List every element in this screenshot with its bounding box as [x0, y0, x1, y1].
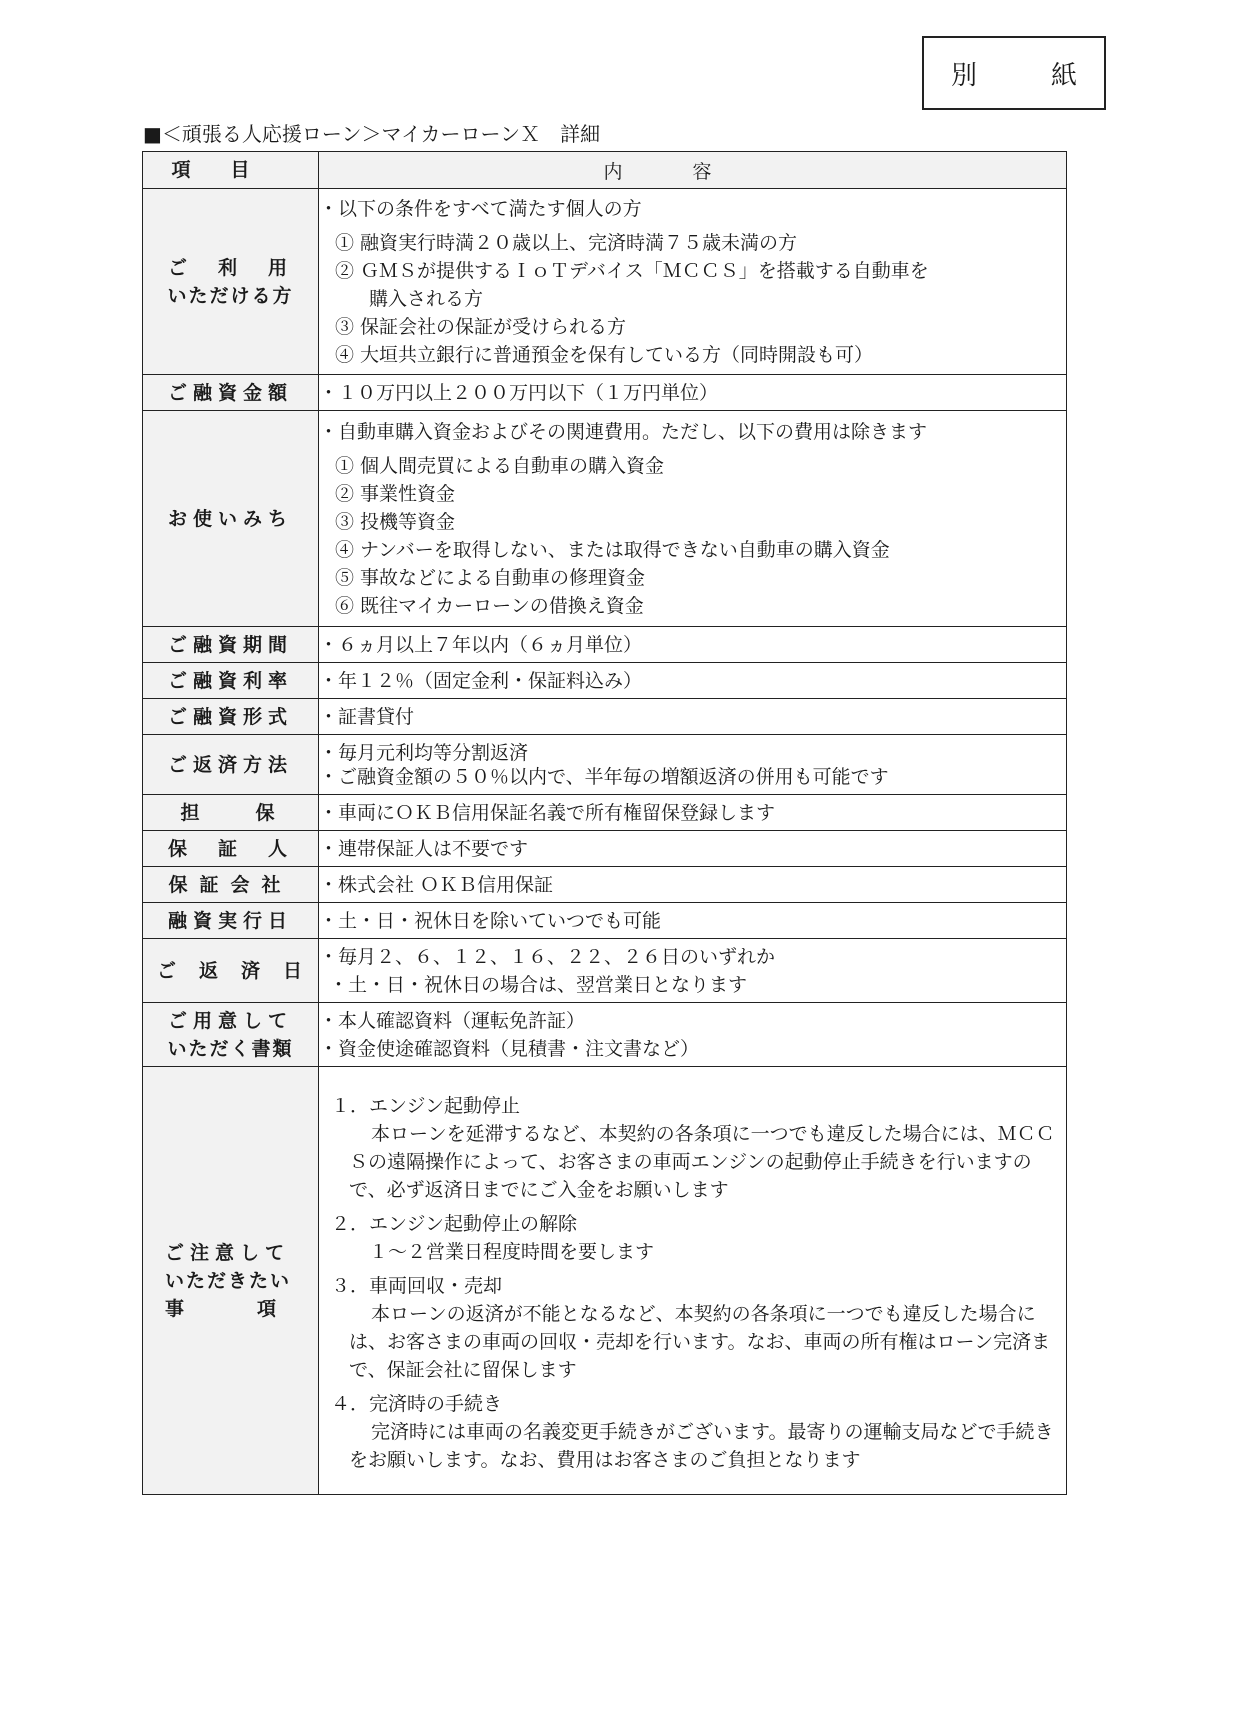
- label-execution-day: 融資実行日: [143, 903, 319, 939]
- content-period: ・６ヵ月以上７年以内（６ヵ月単位）: [319, 627, 1067, 663]
- content-form: ・証書貸付: [319, 699, 1067, 735]
- label-usage: お使いみち: [143, 411, 319, 627]
- row-notes: [143, 1067, 1067, 1495]
- row-form: [143, 699, 1067, 735]
- row-eligibility: [143, 189, 1067, 375]
- content-rate: ・年１２％（固定金利・保証料込み）: [319, 663, 1067, 699]
- label-period: ご融資期間: [143, 627, 319, 663]
- header-item: 項目: [143, 152, 319, 189]
- row-repay-method: [143, 735, 1067, 795]
- label-form: ご融資形式: [143, 699, 319, 735]
- row-execution-day: [143, 903, 1067, 939]
- content-eligibility: ・以下の条件をすべて満たす個人の方 ① 融資実行時満２０歳以上、完済時満７５歳未満の方 ② ＧＭＳが提供するＩｏＴデバイス「ＭＣＣＳ」を搭載する自動車を 購入される方 ③ 保証会社の保証が受けられる方 ④ 大垣共立銀行に普通預金を保有している方（同時開設も可）: [319, 189, 1067, 375]
- content-amount: ・１０万円以上２００万円以下（１万円単位）: [319, 375, 1067, 411]
- page-title: ■＜頑張る人応援ローン＞マイカーローンＸ 詳細: [143, 122, 601, 146]
- label-amount: ご融資金額: [143, 375, 319, 411]
- label-rate: ご融資利率: [143, 663, 319, 699]
- label-guarantee-company: 保証会社: [143, 867, 319, 903]
- label-guarantor: 保 証 人: [143, 831, 319, 867]
- row-rate: [143, 663, 1067, 699]
- label-collateral: 担 保: [143, 795, 319, 831]
- row-documents: [143, 1003, 1067, 1067]
- content-guarantee-company: ・株式会社 ＯＫＢ信用保証: [319, 867, 1067, 903]
- row-usage: [143, 411, 1067, 627]
- label-repay-day: ご 返 済 日: [143, 939, 319, 1003]
- label-repay-method: ご返済方法: [143, 735, 319, 795]
- row-guarantor: [143, 831, 1067, 867]
- row-guarantee-company: [143, 867, 1067, 903]
- label-notes: ご注意して いただきたい 事 項: [143, 1067, 319, 1495]
- attachment-tag: 別 紙: [922, 36, 1106, 110]
- content-repay-day: ・毎月２、６、１２、１６、２２、２６日のいずれか ・土・日・祝休日の場合は、翌営業日となります: [319, 939, 1067, 1003]
- content-repay-method: ・毎月元利均等分割返済 ・ご融資金額の５０％以内で、半年毎の増額返済の併用も可能です: [319, 735, 1067, 795]
- loan-detail-table: [142, 151, 1067, 1495]
- content-notes: １．エンジン起動停止 本ローンを延滞するなど、本契約の各条項に一つでも違反した場合には、ＭＣＣＳの遠隔操作によって、お客さまの車両エンジンの起動停止手続きを行いますので、必ず返済日までにご入金をお願いします ２．エンジン起動停止の解除 １～２営業日程度時間を要します ３．車両回収・売却 本ローンの返済が不能となるなど、本契約の各条項に一つでも違反した場合には、お客さまの車両の回収・売却を行います。なお、車両の所有権はローン完済まで、保証会社に留保します ４．完済時の手続き 完済時には車両の名義変更手続きがございます。最寄りの運輸支局などで手続きをお願いします。なお、費用はお客さまのご負担となります: [319, 1067, 1067, 1495]
- label-eligibility: ご 利 用 いただける方: [143, 189, 319, 375]
- row-repay-day: [143, 939, 1067, 1003]
- row-collateral: [143, 795, 1067, 831]
- content-execution-day: ・土・日・祝休日を除いていつでも可能: [319, 903, 1067, 939]
- content-collateral: ・車両にＯＫＢ信用保証名義で所有権留保登録します: [319, 795, 1067, 831]
- content-documents: ・本人確認資料（運転免許証） ・資金使途確認資料（見積書・注文書など）: [319, 1003, 1067, 1067]
- table-header-row: [143, 152, 1067, 189]
- content-usage: ・自動車購入資金およびその関連費用。ただし、以下の費用は除きます ① 個人間売買による自動車の購入資金 ② 事業性資金 ③ 投機等資金 ④ ナンバーを取得しない、または取得できない自動車の購入資金 ⑤ 事故などによる自動車の修理資金 ⑥ 既往マイカーローンの借換え資金: [319, 411, 1067, 627]
- header-content: 内容: [319, 152, 1067, 189]
- row-period: [143, 627, 1067, 663]
- label-documents: ご用意して いただく書類: [143, 1003, 319, 1067]
- content-guarantor: ・連帯保証人は不要です: [319, 831, 1067, 867]
- row-amount: [143, 375, 1067, 411]
